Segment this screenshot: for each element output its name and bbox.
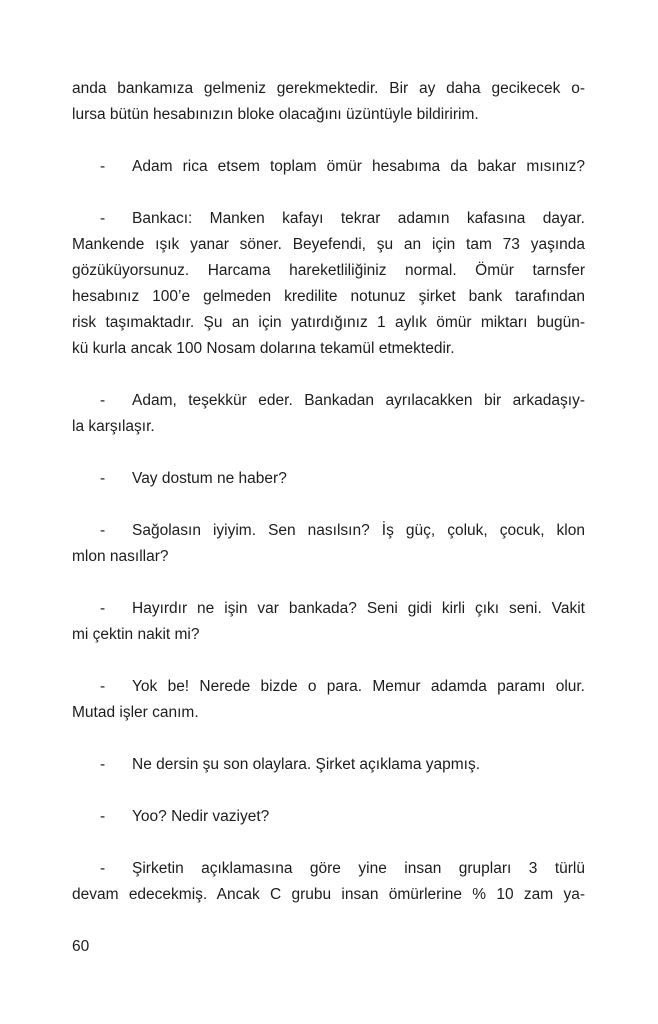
- text-line: [72, 674, 585, 700]
- text-line: [72, 388, 585, 414]
- dialogue-dash: -: [100, 678, 106, 695]
- dialogue-dash: -: [100, 808, 106, 825]
- dialogue-paragraph: [72, 154, 585, 180]
- text-line: [72, 752, 585, 778]
- line-text: Ne dersin şu son olaylara. Şirket açıklama yapmış.: [132, 756, 481, 773]
- dialogue-dash: -: [100, 522, 106, 539]
- line-text: Hayırdır ne işin var bankada? Seni gidi kirli çıkı seni. Vakit: [132, 600, 585, 617]
- text-line: hesabınız 100’e gelmeden kredilite notunuz şirket bank tarafından: [72, 288, 585, 305]
- text-line: [72, 804, 585, 830]
- dialogue-paragraph: [72, 466, 585, 492]
- line-text: Adam rica etsem toplam ömür hesabıma da bakar mısınız?: [132, 158, 585, 175]
- line-text: Yok be! Nerede bizde o para. Memur adamda paramı olur.: [132, 678, 585, 695]
- dialogue-dash: -: [100, 756, 106, 773]
- dialogue-dash: -: [100, 470, 106, 487]
- dialogue-paragraph: [72, 206, 585, 362]
- dialogue-dash: -: [100, 392, 106, 409]
- line-text: Bankacı: Manken kafayı tekrar adamın kafasına dayar.: [132, 210, 585, 227]
- text-line: mlon nasıllar?: [72, 548, 169, 565]
- line-text: Sağolasın iyiyim. Sen nasılsın? İş güç, çoluk, çocuk, klon: [132, 522, 585, 539]
- text-line: Mutad işler canım.: [72, 704, 199, 721]
- dialogue-paragraph: [72, 596, 585, 648]
- text-line: Mankende ışık yanar söner. Beyefendi, şu an için tam 73 yaşında: [72, 236, 585, 253]
- text-line: kü kurla ancak 100 Nosam dolarına tekamül etmektedir.: [72, 340, 455, 357]
- text-line: [72, 206, 585, 232]
- line-text: Şirketin açıklamasına göre yine insan grupları 3 türlü: [132, 860, 585, 877]
- text-line: [72, 596, 585, 622]
- text-line: anda bankamıza gelmeniz gerekmektedir. Bir ay daha gecikecek o-: [72, 80, 585, 97]
- text-line: [72, 518, 585, 544]
- text-line: lursa bütün hesabınızın bloke olacağını üzüntüyle bildiririm.: [72, 106, 479, 123]
- dialogue-paragraph: [72, 752, 585, 778]
- page-number: 60: [72, 938, 90, 955]
- dialogue-dash: -: [100, 600, 106, 617]
- dialogue-paragraph: [72, 804, 585, 830]
- text-line: [72, 466, 585, 492]
- dialogue-paragraph: [72, 388, 585, 440]
- line-text: Vay dostum ne haber?: [132, 470, 287, 487]
- text-line: [72, 154, 585, 180]
- line-text: Yoo? Nedir vaziyet?: [132, 808, 270, 825]
- text-line: gözüküyorsunuz. Harcama hareketliliğiniz normal. Ömür tarnsfer: [72, 262, 585, 279]
- text-line: [72, 856, 585, 882]
- text-line: mi çektin nakit mi?: [72, 626, 200, 643]
- dialogue-dash: -: [100, 210, 106, 227]
- dialogue-dash: -: [100, 860, 106, 877]
- dialogue-paragraph: [72, 856, 585, 908]
- dialogue-dash: -: [100, 158, 106, 175]
- dialogue-paragraph: [72, 518, 585, 570]
- line-text: Adam, teşekkür eder. Bankadan ayrılacakken bir arkadaşıy-: [132, 392, 585, 409]
- text-line: devam edecekmiş. Ancak C grubu insan ömürlerine % 10 zam ya-: [72, 886, 585, 903]
- text-line: la karşılaşır.: [72, 418, 155, 435]
- text-line: risk taşımaktadır. Şu an için yatırdığınız 1 aylık ömür miktarı bugün-: [72, 314, 585, 331]
- dialogue-paragraph: [72, 674, 585, 726]
- body-paragraph: [72, 76, 585, 128]
